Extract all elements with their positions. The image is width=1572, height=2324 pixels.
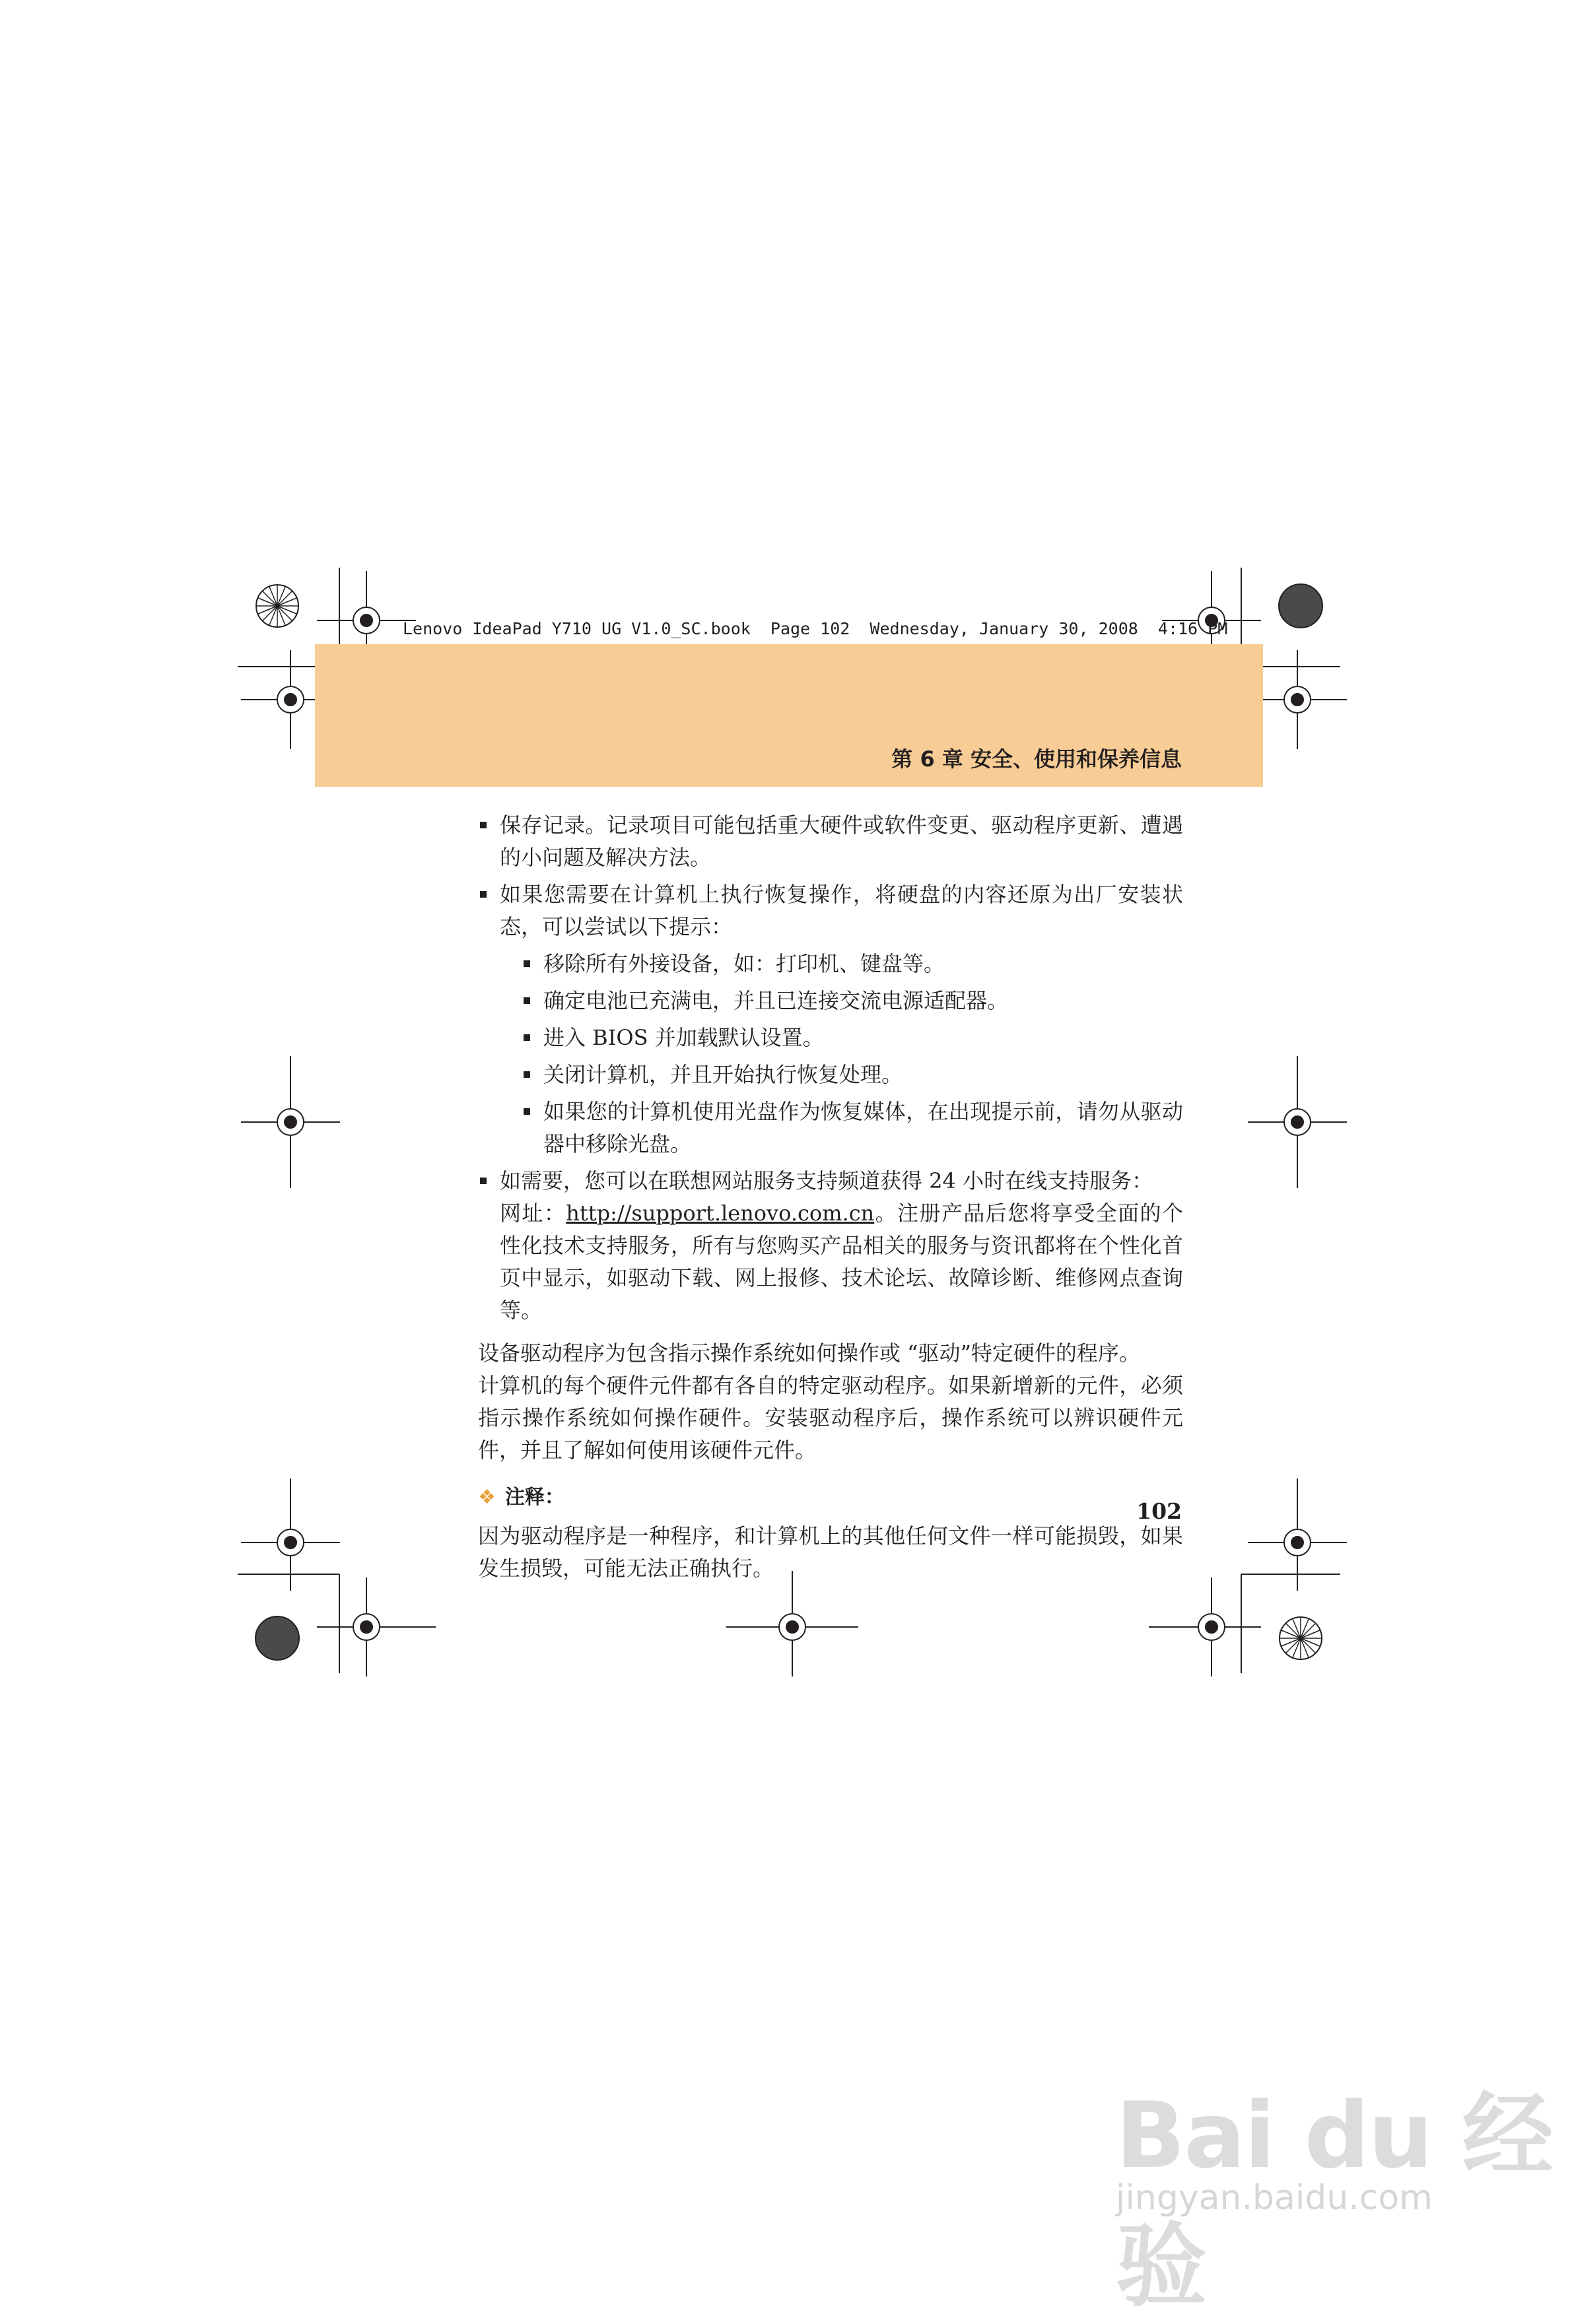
page-content xyxy=(478,809,1183,1585)
bullet-item: 如果您需要在计算机上执行恢复操作，将硬盘的内容还原为出厂安装状态，可以尝试以下提示： xyxy=(478,879,1183,943)
support-details: 网址：http://support.lenovo.com.cn。注册产品后您将享受全面的个性化技术支持服务，所有与您购买产品相关的服务与资讯都将在个性化首页中显示，如驱动下载、网上报修、技术论坛、故障诊断、维修网点查询等。 xyxy=(500,1201,1183,1323)
watermark-url: jingyan.baidu.com xyxy=(1116,2178,1433,2218)
square-bullet-icon xyxy=(480,891,487,898)
square-bullet-icon xyxy=(524,1034,530,1041)
registration-target-icon xyxy=(317,1577,436,1677)
registration-target-icon xyxy=(241,1056,340,1188)
support-line: 如需要，您可以在联想网站服务支持频道获得 24 小时在线支持服务： xyxy=(500,1168,1153,1193)
support-url-link[interactable]: http://support.lenovo.com.cn xyxy=(566,1201,875,1226)
sub-bullet-item: 如果您的计算机使用光盘作为恢复媒体，在出现提示前，请勿从驱动器中移除光盘。 xyxy=(522,1096,1183,1160)
registration-target-icon xyxy=(1248,1056,1347,1188)
book-info-line: Lenovo IdeaPad Y710 UG V1.0_SC.book Page 102 Wednesday, January 30, 2008 4:16 PM xyxy=(403,619,1228,638)
square-bullet-icon xyxy=(480,822,487,828)
sub-bullet-item: 移除所有外接设备，如：打印机、键盘等。 xyxy=(522,948,1183,980)
note-heading: ❖ 注释： xyxy=(478,1481,1183,1513)
driver-paragraph: 设备驱动程序为包含指示操作系统如何操作或 “驱动”特定硬件的程序。 计算机的每个硬件元件都有各自的特定驱动程序。如果新增新的元件，必须指示操作系统如何操作硬件。安装驱动程序后，操作系统可以辨识硬件元件，并且了解如何使用该硬件元件。 xyxy=(478,1341,1183,1463)
registration-target-icon xyxy=(726,1571,858,1677)
dark-circle-icon xyxy=(1279,584,1322,628)
registration-target-icon xyxy=(1149,1577,1261,1677)
diamond-bullet-icon: ❖ xyxy=(478,1486,496,1509)
dark-circle-icon xyxy=(256,1616,299,1660)
bullet-item: 保存记录。记录项目可能包括重大硬件或软件变更、驱动程序更新、遭遇的小问题及解决方法。 xyxy=(478,809,1183,874)
square-bullet-icon xyxy=(524,997,530,1004)
square-bullet-icon xyxy=(524,1071,530,1078)
square-bullet-icon xyxy=(524,960,530,967)
starburst-icon xyxy=(256,585,298,627)
sub-bullet-item: 确定电池已充满电，并且已连接交流电源适配器。 xyxy=(522,985,1183,1017)
bullet-item-support xyxy=(478,1165,1183,1327)
square-bullet-icon xyxy=(524,1108,530,1115)
note-body: 因为驱动程序是一种程序，和计算机上的其他任何文件一样可能损毁，如果发生损毁，可能无法正确执行。 xyxy=(478,1523,1183,1581)
chapter-title: 第 6 章 安全、使用和保养信息 xyxy=(891,747,1182,772)
sub-bullet-item: 进入 BIOS 并加载默认设置。 xyxy=(522,1022,1183,1054)
baidu-jingyan-watermark-logo: Bai du 经验 xyxy=(1116,2082,1552,2319)
sub-bullet-item: 关闭计算机，并且开始执行恢复处理。 xyxy=(522,1059,1183,1091)
square-bullet-icon xyxy=(480,1178,487,1184)
starburst-icon xyxy=(1280,1617,1322,1659)
page-number: 102 xyxy=(1136,1498,1182,1524)
